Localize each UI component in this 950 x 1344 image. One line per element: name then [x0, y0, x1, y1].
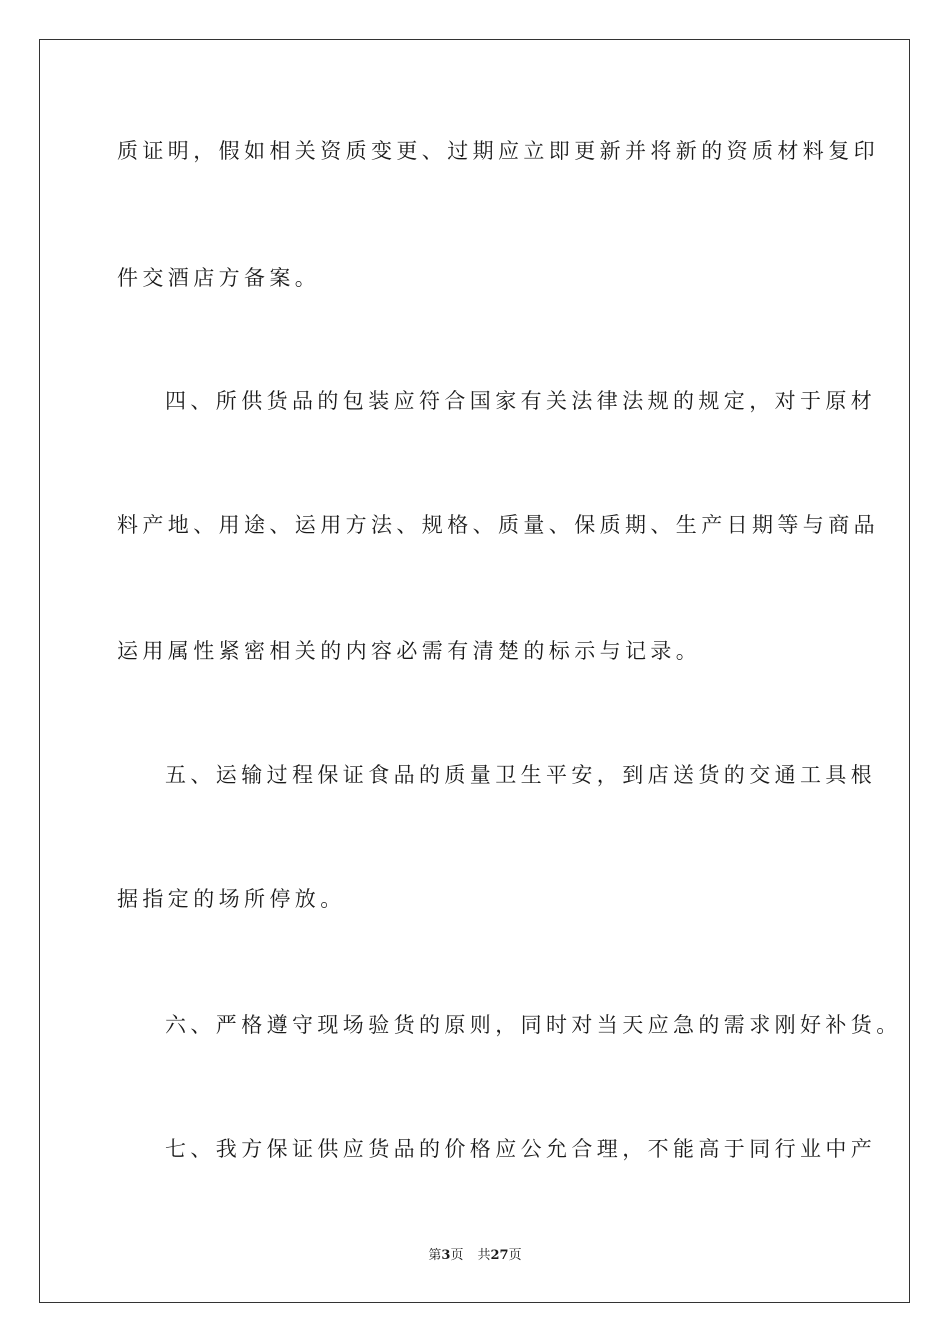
paragraph-line: 七、我方保证供应货品的价格应公允合理，不能高于同行业中产 [165, 1137, 877, 1161]
total-suffix: 页 [508, 1248, 522, 1263]
total-pages: 27 [490, 1248, 509, 1263]
paragraph-line: 五、运输过程保证食品的质量卫生平安，到店送货的交通工具根 [165, 763, 877, 787]
page-suffix: 页 [450, 1248, 464, 1263]
paragraph-line: 运用属性紧密相关的内容必需有清楚的标示与记录。 [117, 639, 702, 663]
page-number: 3 [441, 1248, 451, 1263]
paragraph-line: 件交酒店方备案。 [117, 266, 321, 290]
paragraph-line: 质证明，假如相关资质变更、过期应立即更新并将新的资质材料复印 [117, 139, 879, 163]
page-prefix: 第 [428, 1248, 442, 1263]
page-border [39, 39, 910, 1303]
page-footer [0, 1247, 950, 1265]
paragraph-line: 六、严格遵守现场验货的原则，同时对当天应急的需求刚好补货。 [165, 1013, 902, 1037]
paragraph-line: 四、所供货品的包装应符合国家有关法律法规的规定，对于原材 [165, 389, 877, 413]
paragraph-line: 料产地、用途、运用方法、规格、质量、保质期、生产日期等与商品 [117, 513, 879, 537]
paragraph-line: 据指定的场所停放。 [117, 887, 346, 911]
total-prefix: 共 [477, 1248, 491, 1263]
